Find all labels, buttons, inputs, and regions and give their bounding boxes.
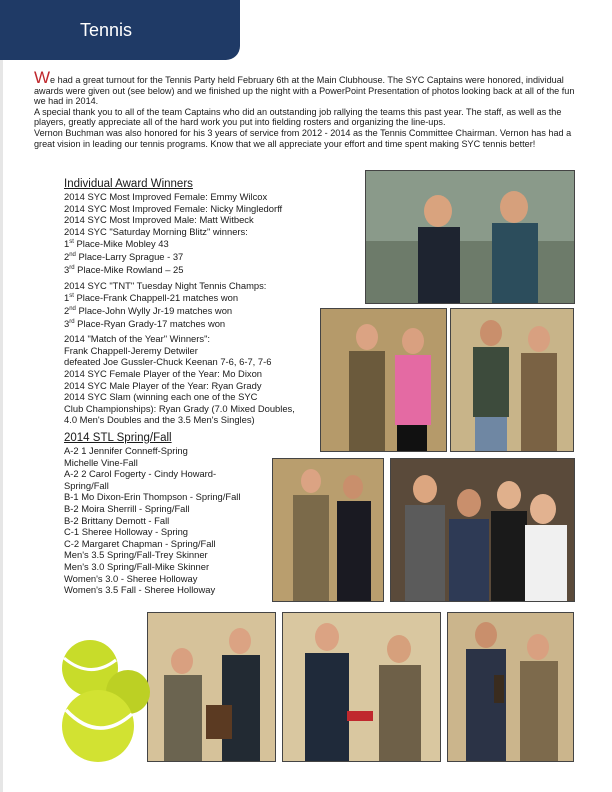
- stl-line: A-2 1 Jennifer Conneff-Spring: [64, 445, 188, 457]
- award-line: 2014 SYC "TNT" Tuesday Night Tennis Champs:: [64, 279, 267, 291]
- stl-line: C-1 Sheree Holloway - Spring: [64, 526, 189, 538]
- photo-award-7: [447, 612, 574, 762]
- award-line: 3rd Place-Mike Rowland – 25: [64, 263, 184, 275]
- stl-line: Michelle Vine-Fall: [64, 456, 138, 468]
- photo-award-5: [147, 612, 276, 762]
- stl-line: B-1 Mo Dixon-Erin Thompson - Spring/Fall: [64, 491, 241, 503]
- award-line: 4.0 Men's Doubles and the 3.5 Men's Singles): [64, 414, 255, 426]
- award-line: 2014 SYC Most Improved Female: Emmy Wilcox: [64, 191, 268, 202]
- award-line: 2014 "Match of the Year" Winners":: [64, 333, 211, 345]
- award-line: 2014 SYC Slam (winning each one of the SYC: [64, 391, 258, 403]
- awards-column: [64, 178, 295, 596]
- stl-heading: 2014 STL Spring/Fall: [64, 432, 172, 445]
- page-edge-rule: [0, 60, 3, 792]
- award-line: Frank Chappell-Jeremy Detwiler: [64, 344, 198, 356]
- award-line: 2014 SYC Female Player of the Year: Mo Dixon: [64, 368, 263, 380]
- intro-text: [34, 68, 582, 149]
- stl-line: B-2 Moira Sherrill - Spring/Fall: [64, 503, 190, 514]
- award-line: 2014 SYC Male Player of the Year: Ryan Grady: [64, 379, 262, 391]
- stl-list: [64, 445, 295, 596]
- award-line: 2014 SYC Most Improved Female: Nicky Mingledorff: [64, 202, 283, 214]
- stl-line: B-2 Brittany Demott - Fall: [64, 514, 170, 526]
- drop-cap: W: [34, 68, 51, 87]
- intro-paragraph-3: Vernon Buchman was also honored for his 3 years of service from 2012 - 2014 as the Tennis Committee Chairman. Vernon has had a great vision in leading our tennis programs. Know that we all appreciate your effort and time spent making SYC tennis better!: [34, 127, 572, 149]
- intro-paragraph-2: A special thank you to all of the team Captains who did an outstanding job rallying the teams this past year. The staff, as well as the players, greatly appreciate all of the hard work you put into fielding rosters and organizing the line-ups.: [34, 106, 562, 128]
- stl-line: Spring/Fall: [64, 479, 109, 491]
- awards-group-3: [64, 333, 295, 426]
- photo-award-1: [365, 170, 575, 304]
- stl-line: Women's 3.0 - Sheree Holloway: [64, 572, 198, 584]
- intro-paragraph-1: We had a great turnout for the Tennis Party held February 6th at the Main Clubhouse. The SYC Captains were honored, individual awards were given out (see below) and we finished up the night with a PowerPoint Presentation of photos looking back at all of the fun we had in 2014.: [34, 68, 575, 107]
- section-header: [0, 0, 240, 60]
- section-title: Tennis: [80, 20, 133, 40]
- awards-group-2: [64, 280, 295, 330]
- award-line: 2014 SYC "Saturday Morning Blitz" winners:: [64, 225, 248, 237]
- stl-line: A-2 2 Carol Fogerty - Cindy Howard-: [64, 468, 217, 480]
- award-line: Club Championships): Ryan Grady (7.0 Mixed Doubles,: [64, 402, 295, 414]
- photo-award-4: [272, 458, 384, 602]
- stl-line: Women's 3.5 Fall - Sheree Holloway: [64, 584, 216, 596]
- award-line: 2014 SYC Most Improved Male: Matt Witbeck: [64, 214, 254, 226]
- stl-line: Men's 3.5 Spring/Fall-Trey Skinner: [64, 549, 208, 561]
- award-line: 1st Place-Mike Mobley 43: [64, 238, 169, 250]
- stl-line: Men's 3.0 Spring/Fall-Mike Skinner: [64, 560, 210, 572]
- photo-group-women: [390, 458, 575, 602]
- photo-award-6: [282, 612, 441, 762]
- awards-group-1: [64, 191, 295, 276]
- photo-award-3: [450, 308, 574, 452]
- award-line: 1st Place-Frank Chappell-21 matches won: [64, 292, 239, 304]
- awards-heading: Individual Award Winners: [64, 178, 193, 190]
- award-line: 2nd Place-Larry Sprague - 37: [64, 251, 184, 263]
- award-line: 2nd Place-John Wylly Jr-19 matches won: [64, 304, 233, 316]
- photo-award-2: [320, 308, 447, 452]
- tennis-balls-illustration: [50, 640, 150, 770]
- award-line: 3rd Place-Ryan Grady-17 matches won: [64, 317, 226, 329]
- award-line: defeated Joe Gussler-Chuck Keenan 7-6, 6-7, 7-6: [64, 356, 272, 368]
- stl-line: C-2 Margaret Chapman - Spring/Fall: [64, 537, 216, 549]
